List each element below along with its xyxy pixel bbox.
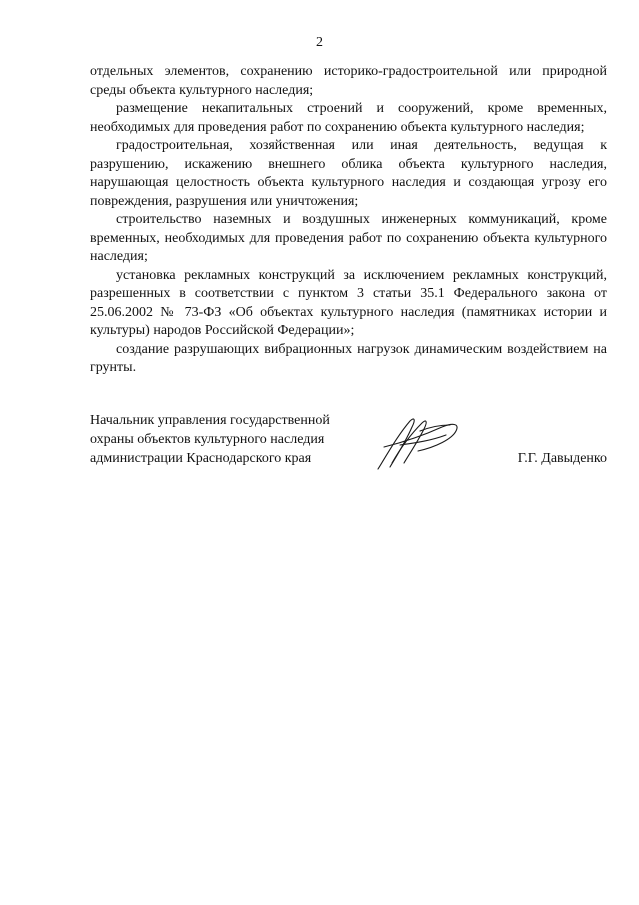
handwritten-signature — [370, 413, 470, 473]
paragraph-advertising: установка рекламных конструкций за исключением рекламных конструкций, разрешенных в соответствии с пунктом 3 статьи 35.1 Федерального закона от 25.06.2002 № 73-ФЗ «Об объектах культурного наследия (памятниках истории и культуры) народов Российской Федерации»; — [90, 267, 607, 338]
paragraph-temporary-structures: размещение некапитальных строений и сооружений, кроме временных, необходимых для проведения работ по сохранению объекта культурного наследия; — [90, 101, 607, 135]
document-body — [90, 63, 607, 378]
page-number: 2 — [316, 35, 323, 50]
paragraph-communications: строительство наземных и воздушных инженерных коммуникаций, кроме временных, необходимых для проведения работ по сохранению объекта культурного наследия; — [90, 212, 607, 264]
paragraph-vibration: создание разрушающих вибрационных нагрузок динамическим воздействием на грунты. — [90, 341, 607, 375]
signatory-position-line: администрации Краснодарского края — [90, 451, 312, 466]
paragraph-urban-activity: градостроительная, хозяйственная или иная деятельность, ведущая к разрушению, искажению внешнего облика объекта культурного наследия, нарушающая целостность объекта культурного наследия и создающая угрозу его повреждения, разрушения или уничтожения; — [90, 138, 607, 209]
signatory-position-line: Начальник управления государственной — [90, 413, 330, 428]
paragraph-continuation: отдельных элементов, сохранению историко-градостроительной или природной среды объекта культурного наследия; — [90, 64, 607, 98]
signature-block — [90, 411, 607, 481]
signatory-position-line: охраны объектов культурного наследия — [90, 432, 325, 447]
signatory-name: Г.Г. Давыденко — [517, 451, 607, 466]
signatory-position — [90, 411, 370, 468]
